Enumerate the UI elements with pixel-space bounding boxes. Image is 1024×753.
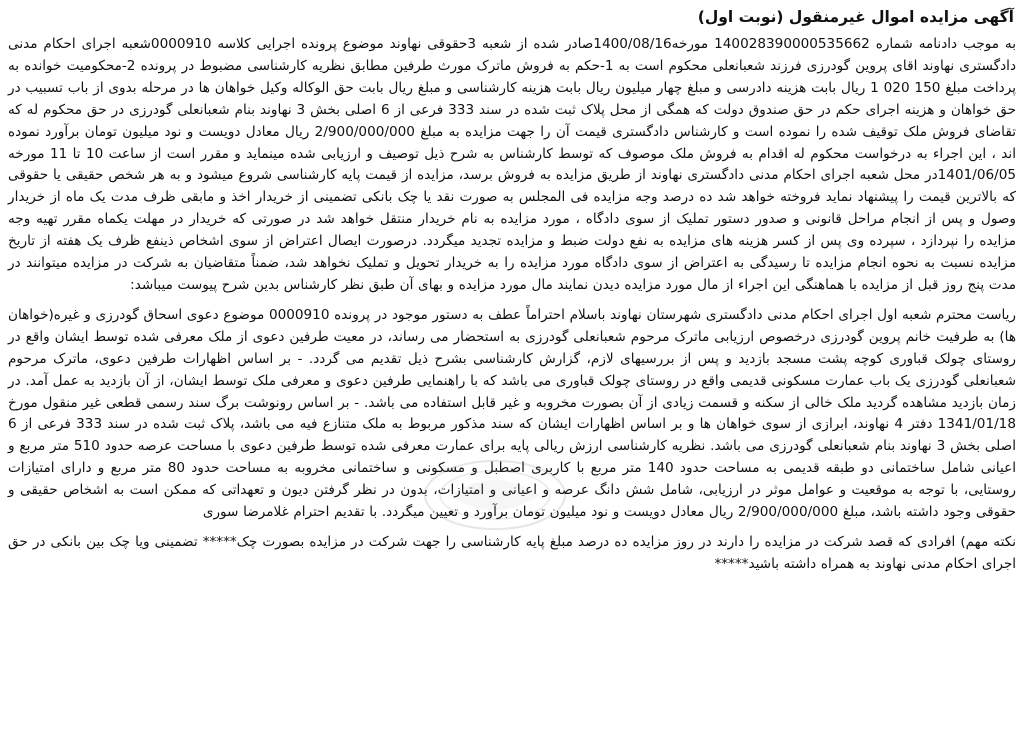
notice-paragraph-expert-report: ریاست محترم شعبه اول اجرای احکام مدنی دادگستری شهرستان نهاوند باسلام احتراماً عطف به دستور موجود در پرونده 0000910 موضوع دعوی اسحاق گودرزی و غیره(خواهان ها) به طرفیت خانم پروین گودرزی درخصوص ارزیابی ماترک مرحوم شعبانعلی گودرزی به استحضار می رساند، در معیت طرفین دعوی از ملک معرفی شده توسط ایشان واقع در روستای چولک قباوری کوچه پشت مسجد بازدید و پس از بررسیهای لازم، گزارش کارشناسی بشرح ذیل تقدیم می گردد. - بر اساس اظهارات طرفین دعوی، ماترک مرحوم شعبانعلی گودرزی یک باب عمارت مسکونی قدیمی واقع در روستای چولک قباوری می باشد که با راهنمایی طرفین دعوی و معرفی ملک توسط ایشان، از آن بازدید به عمل آمد. در زمان بازدید مشاهده گردید ملک خالی از سکنه و قسمت زیادی از آن بصورت مخروبه و غیر قابل استفاده می باشد. - بر اساس رونوشت برگ سند رسمی قطعی غیر منقول مورخ 1341/01/18 دفتر 4 نهاوند، ابرازی از سوی خواهان ها و بر اساس اظهارات ایشان که سند مذکور مربوط به ملک متنازع فیه می باشد، پلاک ثبت شده در سند 333 فرعی از 6 اصلی بخش 3 نهاوند بنام شعبانعلی گودرزی می باشد. نظریه کارشناسی ارزش ریالی پایه برای عمارت معرفی شده توسط طرفین دعوی با مساحت عرصه حدود 510 متر مربع و اعیانی شامل ساختمانی دو طبقه قدیمی به مساحت حدود 140 متر مربع با کاربری اصطبل و مسکونی و ساختمانی مخروبه به مساحت حدود 80 متر مربع و دارای امتیازات روستایی، با توجه به موقعیت و عوامل موثر در ارزیابی، شامل شش دانگ عرصه و اعیانی و امتیازات، بدون در نظر گرفتن دیون و تعهداتی که ممکن است به اشخاص حقیقی و حقوقی وجود داشته باشد، مبلغ 2/900/000/000 ریال معادل دویست و نود میلیون تومان برآورد و تعیین میگردد. با تقدیم احترام غلامرضا سوری: [8, 306, 1016, 521]
notice-important-note: نکته مهم) افرادی که قصد شرکت در مزایده را دارند در روز مزایده ده درصد مبلغ پایه کارشناسی را جهت شرکت در مزایده بصورت چک***** تضمینی ویا چک بین بانکی در حق اجرای احکام مدنی نهاوند به همراه داشته باشید*****: [8, 533, 1016, 572]
notice-title: آگهی مزایده اموال غیرمنقول (نوبت اول): [697, 8, 1014, 26]
notice-paragraph-execution-order: به موجب دادنامه شماره 140028390000535662 مورخه1400/08/16صادر شده از شعبه 3حقوقی نهاوند موضوع پرونده اجرایی کلاسه 0000910شعبه اجرای احکام مدنی دادگستری نهاوند اقای پروین گودرزی فرزند شعبانعلی محکوم است به 1-حکم به فروش ماترک مورث طرفین مطابق نظریه کارشناسی مضبوط در پرونده 2-محکومیت خوانده به پرداخت مبلغ 150 020 1 ریال بابت هزینه دادرسی و مبلغ چهار میلیون ریال بابت هزینه کارشناسی و مبلغ ریال بابت حق الوکاله وکیل خواهان ها در مرحله بدوی از باب تسبیب در حق خواهان و هزینه اجرای حکم در حق صندوق دولت که همگی از محل پلاک ثبت شده در سند 333 فرعی از 6 اصلی بخش 3 نهاوند بنام شعبانعلی گودرزی در حق محکوم له که تقاضای فروش ملک توقیف شده را نموده است و کارشناس دادگستری قیمت آن را جهت مزایده به مبلغ 2/900/000/000 ریال معادل دویست و نود میلیون تومان برآورد نموده اند ، این اجراء به درخواست محکوم له اقدام به فروش ملک موصوف که توسط کارشناس به شرح ذیل توصیف و ارزیابی شده مینماید و مقرر است از ساعت 10 تا 11 مورخه 1401/06/05در محل شعبه اجرای احکام مدنی دادگستری نهاوند از طریق مزایده به فروش برسد، مزایده از قیمت پایه کارشناسی شروع میشود و به هر شخص حقیقی یا حقوقی که بالاترین قیمت را پیشنهاد نماید فروخته خواهد شد ده درصد وجه مزایده فی المجلس به صورت نقد یا چک بانکی تضمینی از خریدار اخذ و مابقی ظرف مدت یک ماه از خریدار وصول و پس از انجام مراحل قانونی و صدور دستور تملیک از سوی دادگاه ، مورد مزایده به نام خریدار منتقل خواهد شد در صورتی که خریدار در مهلت یکماه مقرر تهیه وجه مزایده را نپردازد ، سپرده وی پس از کسر هزینه های مزایده به نفع دولت ضبط و مزایده تجدید میگردد. درصورت ایصال اعتراض از سوی اشخاص ذینفع ظرف یک هفته از تاریخ مزایده نسبت به نحوه انجام مزایده تا رسیدگی به اعتراض از سوی دادگاه مورد مزایده را به خریدار تحویل و تملیک نخواهد شد، ضمناً متقاضیان به شرکت در مزایده میتوانند در مدت پنج روز قبل از مزایده با هماهنگی این اجراء از مال مورد مزایده دیدن نمایند مال مورد مزایده و بهای آن طبق نظر کارشناس بدین شرح پیوست میباشد:: [8, 36, 1017, 293]
